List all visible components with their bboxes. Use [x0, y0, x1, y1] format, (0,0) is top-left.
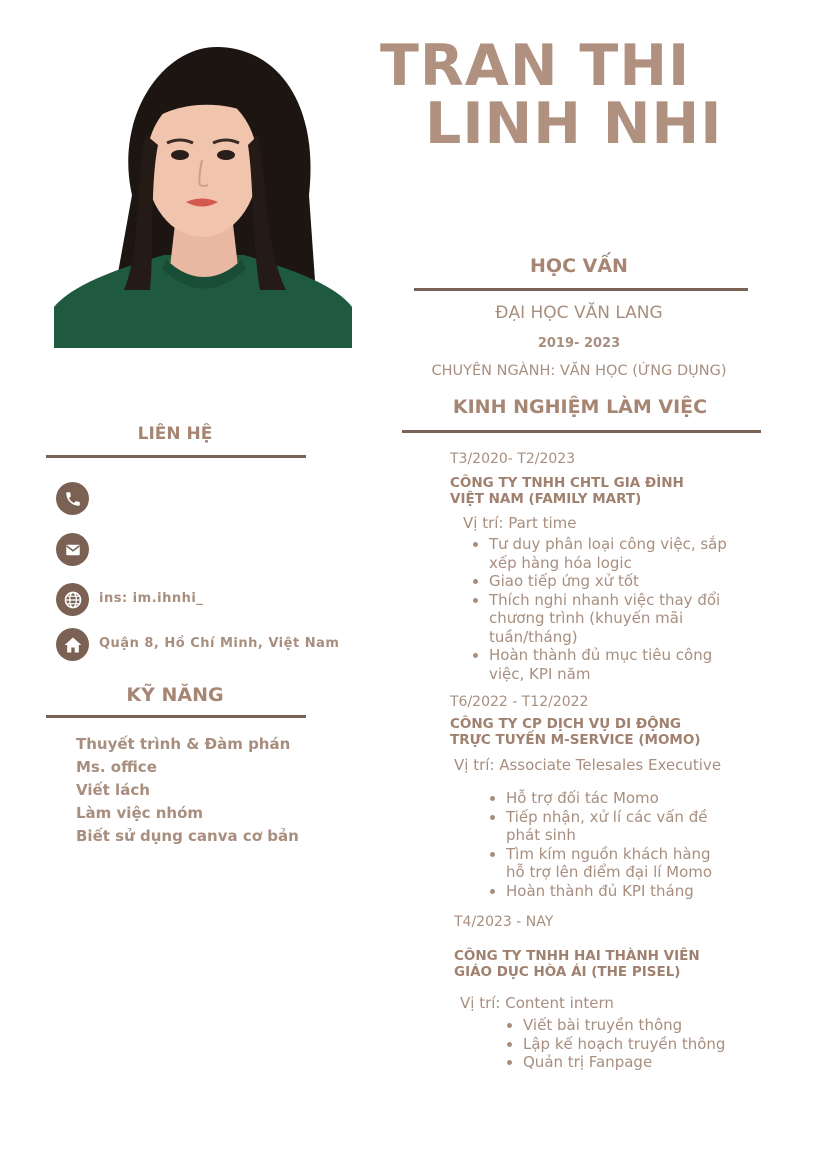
job-bullet [523, 1035, 725, 1054]
job-bullet [506, 808, 712, 845]
education-school: ĐẠI HỌC VĂN LANG [495, 303, 663, 323]
job-role: Vị trí: Content intern [460, 994, 614, 1012]
skill-item: Làm việc nhóm [76, 804, 204, 822]
job-date: T4/2023 - NAY [454, 914, 554, 930]
skills-divider [46, 715, 306, 718]
job-company-line: TRỰC TUYẾN M-SERVICE (MOMO) [450, 732, 701, 748]
job-bullets [506, 789, 712, 900]
contact-instagram: ins: im.ihnhi_ [99, 591, 204, 606]
job-company-line: CÔNG TY CP DỊCH VỤ DI ĐỘNG [450, 716, 681, 732]
bullet-line: • Giao tiếp ứng xử tốt [489, 572, 639, 590]
job-bullets [523, 1016, 725, 1072]
skill-item: Viết lách [76, 781, 150, 799]
job-date: T6/2022 - T12/2022 [450, 694, 589, 710]
bullet-line: phát sinh [506, 826, 576, 844]
profile-photo [54, 45, 352, 348]
email-icon [56, 533, 89, 566]
job-bullet [523, 1016, 725, 1035]
job-date: T3/2020- T2/2023 [450, 451, 576, 467]
job-bullet [523, 1053, 725, 1072]
education-divider [414, 288, 748, 291]
job-company-line: CÔNG TY TNHH HAI THÀNH VIÊN [454, 948, 700, 964]
contact-divider [46, 455, 306, 458]
job-role: Vị trí: Associate Telesales Executive [454, 756, 722, 774]
job-company [450, 716, 701, 748]
job-company-line: GIÁO DỤC HÒA ÁI (THE PISEL) [454, 964, 681, 980]
job-bullet [489, 572, 727, 591]
skill-item: Thuyết trình & Đàm phán [76, 735, 291, 753]
bullet-line: chương trình (khuyến mãi [489, 609, 684, 627]
job-company [454, 948, 700, 980]
skills-list [76, 733, 299, 848]
bullet-line: • Hỗ trợ đối tác Momo [506, 789, 659, 807]
bullet-line: • Thích nghi nhanh việc thay đổi [489, 590, 721, 609]
education-title: HỌC VẤN [530, 255, 628, 277]
job-role: Vị trí: Part time [463, 514, 577, 532]
bullet-line: • Quản trị Fanpage [523, 1053, 653, 1071]
bullet-line: xếp hàng hóa logic [489, 553, 632, 572]
bullet-line: • Lập kế hoạch truyền thông [523, 1034, 726, 1053]
bullet-line: • Viết bài truyền thông [523, 1016, 683, 1034]
globe-icon [56, 583, 89, 616]
home-icon [56, 628, 89, 661]
bullet-line: • Hoàn thành đủ KPI tháng [506, 881, 694, 900]
name-line-2: LINH NHI [425, 91, 723, 157]
job-bullet [489, 591, 727, 647]
job-bullet [489, 646, 727, 683]
bullet-line: hỗ trợ lên điểm đại lí Momo [506, 863, 713, 881]
bullet-line: tuần/tháng) [489, 627, 578, 646]
job-bullet [489, 535, 727, 572]
job-bullets [489, 535, 727, 683]
education-years: 2019- 2023 [537, 336, 621, 351]
contact-address: Quận 8, Hồ Chí Minh, Việt Nam [99, 636, 340, 651]
name-line-1: TRAN THI [380, 33, 691, 99]
education-major: CHUYÊN NGÀNH: VĂN HỌC (ỨNG DỤNG) [431, 363, 727, 379]
bullet-line: • Tìm kím nguồn khách hàng [506, 844, 711, 863]
job-company-line: VIỆT NAM (FAMILY MART) [450, 491, 642, 507]
phone-icon [56, 482, 89, 515]
skill-item: Biết sử dụng canva cơ bản [76, 827, 299, 845]
job-company-line: CÔNG TY TNHH CHTL GIA ĐÌNH [450, 475, 684, 491]
contact-title: LIÊN HỆ [137, 424, 213, 444]
skills-title: KỸ NĂNG [126, 684, 224, 706]
bullet-line: • Hoàn thành đủ mục tiêu công [489, 646, 713, 664]
job-bullet [506, 882, 712, 901]
bullet-line: việc, KPI năm [489, 664, 591, 683]
bullet-line: • Tiếp nhận, xử lí các vấn đề [506, 807, 708, 826]
bullet-line: • Tư duy phân loại công việc, sắp [489, 535, 727, 553]
experience-divider [402, 430, 761, 433]
job-bullet [506, 845, 712, 882]
job-company [450, 475, 684, 507]
skill-item: Ms. office [76, 758, 157, 776]
job-bullet [506, 789, 712, 808]
experience-title: KINH NGHIỆM LÀM VIỆC [452, 396, 708, 418]
